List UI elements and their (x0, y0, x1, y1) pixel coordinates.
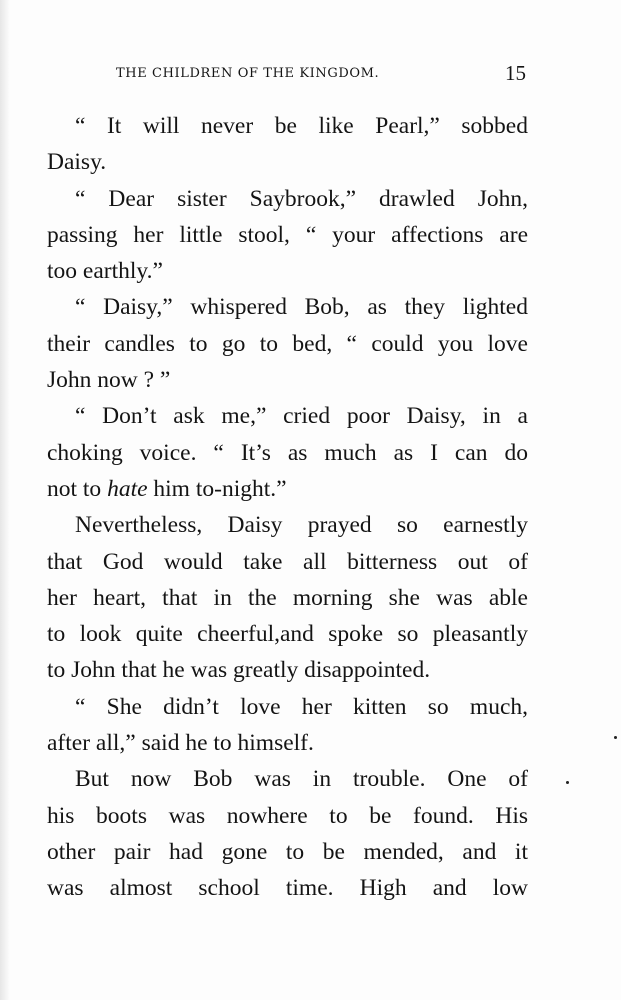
text-line: “ Don’t ask me,” cried poor Daisy, in a (75, 403, 528, 430)
text-segment: him to-night.” (147, 475, 287, 502)
body-text (47, 108, 528, 907)
text-line: too earthly.” (47, 258, 163, 285)
text-line: But now Bob was in trouble. One of (75, 766, 528, 793)
margin-speck (566, 781, 569, 784)
text-line: “ She didn’t love her kitten so much, (75, 693, 528, 720)
text-line: to look quite cheerful,and spoke so pleasantly (47, 621, 528, 648)
text-line: after all,” said he to himself. (47, 730, 314, 757)
margin-speck (614, 736, 617, 739)
text-line: “ Daisy,” whispered Bob, as they lighted (75, 294, 528, 321)
running-head: THE CHILDREN OF THE KINGDOM. (116, 66, 380, 81)
text-line: her heart, that in the morning she was able (47, 584, 528, 611)
text-segment: not to (47, 475, 108, 502)
text-line: passing her little stool, “ your affections are (47, 221, 528, 248)
text-line: “ It will never be like Pearl,” sobbed (75, 113, 528, 139)
text-line: their candles to go to bed, “ could you love (47, 330, 528, 357)
text-line: was almost school time. High and low (47, 875, 528, 902)
text-line (47, 471, 528, 507)
text-line: Nevertheless, Daisy prayed so earnestly (75, 512, 528, 539)
text-line: Daisy. (47, 149, 107, 176)
text-line: his boots was nowhere to be found. His (47, 802, 528, 829)
italic-word: hate (107, 475, 148, 502)
text-line: that God would take all bitterness out of (47, 548, 528, 575)
page-number: 15 (505, 61, 526, 85)
text-line: “ Dear sister Saybrook,” drawled John, (75, 185, 528, 212)
text-line: John now ? ” (47, 367, 171, 394)
text-line: other pair had gone to be mended, and it (47, 838, 528, 865)
text-line: to John that he was greatly disappointed. (47, 657, 431, 684)
page-header (116, 61, 526, 86)
text-line: choking voice. “ It’s as much as I can do (47, 439, 528, 466)
